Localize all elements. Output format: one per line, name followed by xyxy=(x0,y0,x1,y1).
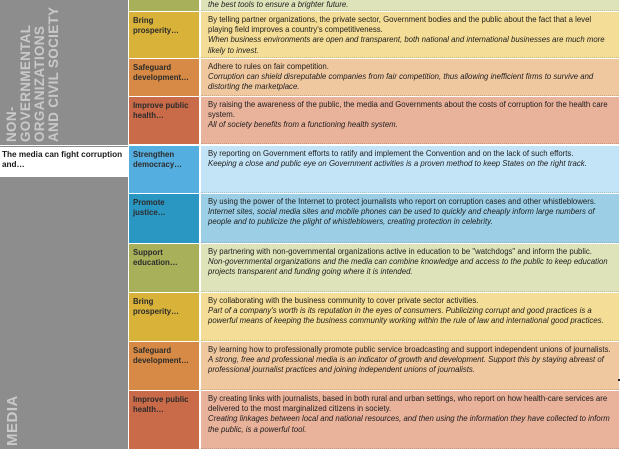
media-row-goal: Support education… xyxy=(129,244,200,292)
media-lead-label: The media can fight corruption and… xyxy=(0,147,128,177)
ngo-row-italic: Corruption can shield disreputable companies from fair competition, thus allowing inefficient firms to survive and distorting the marketplace. xyxy=(208,72,594,92)
ngo-row-italic: When business environments are open and transparent, both national and international businesses are much more likely to invest. xyxy=(208,35,605,55)
media-row-text: By using the power of the Internet to protect journalists who report on corruption cases and other whistleblowers. xyxy=(208,197,596,206)
ngo-row-text: By raising the awareness of the public, the media and Governments about the costs of corruption for the health care system. xyxy=(208,100,608,120)
ngo-section-title-wrap xyxy=(0,0,61,145)
ngo-row-safeguard-development xyxy=(129,59,619,97)
media-row-italic: Part of a company's worth is its reputation in the eyes of consumers. Publicizing corrupt and good practices is a powerful means of keeping the business community working within the rule of law and international good practices. xyxy=(208,306,604,326)
media-row-text: By learning how to professionally promote public service broadcasting and support independent unions of journalists. xyxy=(208,345,611,354)
media-row-text: By creating links with journalists, based in both rural and urban settings, who report on how health-care services are delivered to the most marginalized citizens in society. xyxy=(208,394,608,414)
ngo-row-desc xyxy=(201,97,619,144)
ngo-row-desc xyxy=(201,12,619,58)
ngo-section-title-text: NON-GOVERNMENTAL ORGANIZATIONS AND CIVIL SOCIETY xyxy=(4,6,61,142)
media-row-improve-public-health xyxy=(129,391,619,449)
media-section-title: MEDIA xyxy=(4,395,21,446)
ngo-row-intro-tail xyxy=(129,0,619,12)
media-row-desc xyxy=(201,391,619,449)
media-row-text: By reporting on Government efforts to ratify and implement the Convention and on the lack of such efforts. xyxy=(208,149,574,158)
media-row-desc xyxy=(201,293,619,341)
ngo-row-italic: All of society benefits from a functioning health system. xyxy=(208,120,398,130)
media-row-strengthen-democracy xyxy=(129,146,619,194)
ngo-row-text: Adhere to rules on fair competition. xyxy=(208,62,329,71)
media-row-promote-justice xyxy=(129,194,619,244)
ngo-row-italic: the best tools to ensure a brighter future. xyxy=(208,0,349,9)
media-row-bring-prosperity xyxy=(129,293,619,342)
ngo-row-goal: Bring prosperity… xyxy=(129,12,200,58)
ngo-row-goal: Safeguard development… xyxy=(129,59,200,96)
ngo-row-bring-prosperity xyxy=(129,12,619,59)
media-row-goal: Bring prosperity… xyxy=(129,293,200,341)
media-row-italic: Keeping a close and public eye on Government activities is a proven method to keep States on the right track. xyxy=(208,159,587,169)
ngo-row-goal xyxy=(129,0,200,11)
media-row-goal: Promote justice… xyxy=(129,194,200,243)
ngo-row-text: By telling partner organizations, the private sector, Government bodies and the public about the fact that a level playing field improves a country's competitiveness. xyxy=(208,15,592,35)
media-row-support-education xyxy=(129,244,619,293)
media-row-goal: Strengthen democracy… xyxy=(129,146,200,193)
media-row-desc xyxy=(201,342,619,390)
ngo-row-improve-public-health xyxy=(129,97,619,145)
ngo-section-band xyxy=(0,0,128,145)
media-section-band xyxy=(0,146,128,449)
media-row-desc xyxy=(201,194,619,243)
media-row-safeguard-development xyxy=(129,342,619,391)
media-row-text: By collaborating with the business community to cover private sector activities. xyxy=(208,296,479,305)
media-row-desc xyxy=(201,146,619,193)
media-row-italic: Creating linkages between local and national resources, and then using the information they have collected to inform the public, is a powerful tool. xyxy=(208,414,610,434)
media-section-title-wrap xyxy=(0,146,50,449)
media-row-goal: Improve public health… xyxy=(129,391,200,449)
media-row-text: By partnering with non-governmental organizations active in education to be "watchdogs" and inform the public. xyxy=(208,247,592,256)
media-row-goal: Safeguard development… xyxy=(129,342,200,390)
media-row-italic: A strong, free and professional media is an indicator of growth and development. Support this by staying abreast of professional journalist practices and joining independent unions of journalists. xyxy=(208,355,604,375)
ngo-section-title xyxy=(5,2,61,142)
ngo-row-goal: Improve public health… xyxy=(129,97,200,144)
ngo-row-desc xyxy=(201,0,619,11)
ngo-row-desc xyxy=(201,59,619,96)
media-row-italic: Non-governmental organizations and the media can combine knowledge and access to the public to keep education projects transparent and funding going where it is intended. xyxy=(208,257,608,277)
media-row-desc xyxy=(201,244,619,292)
media-row-italic: Internet sites, social media sites and mobile phones can be used to quickly and cheaply inform large numbers of people and to publicize the plight of whistleblowers, creating protection in celebrity. xyxy=(208,207,595,227)
